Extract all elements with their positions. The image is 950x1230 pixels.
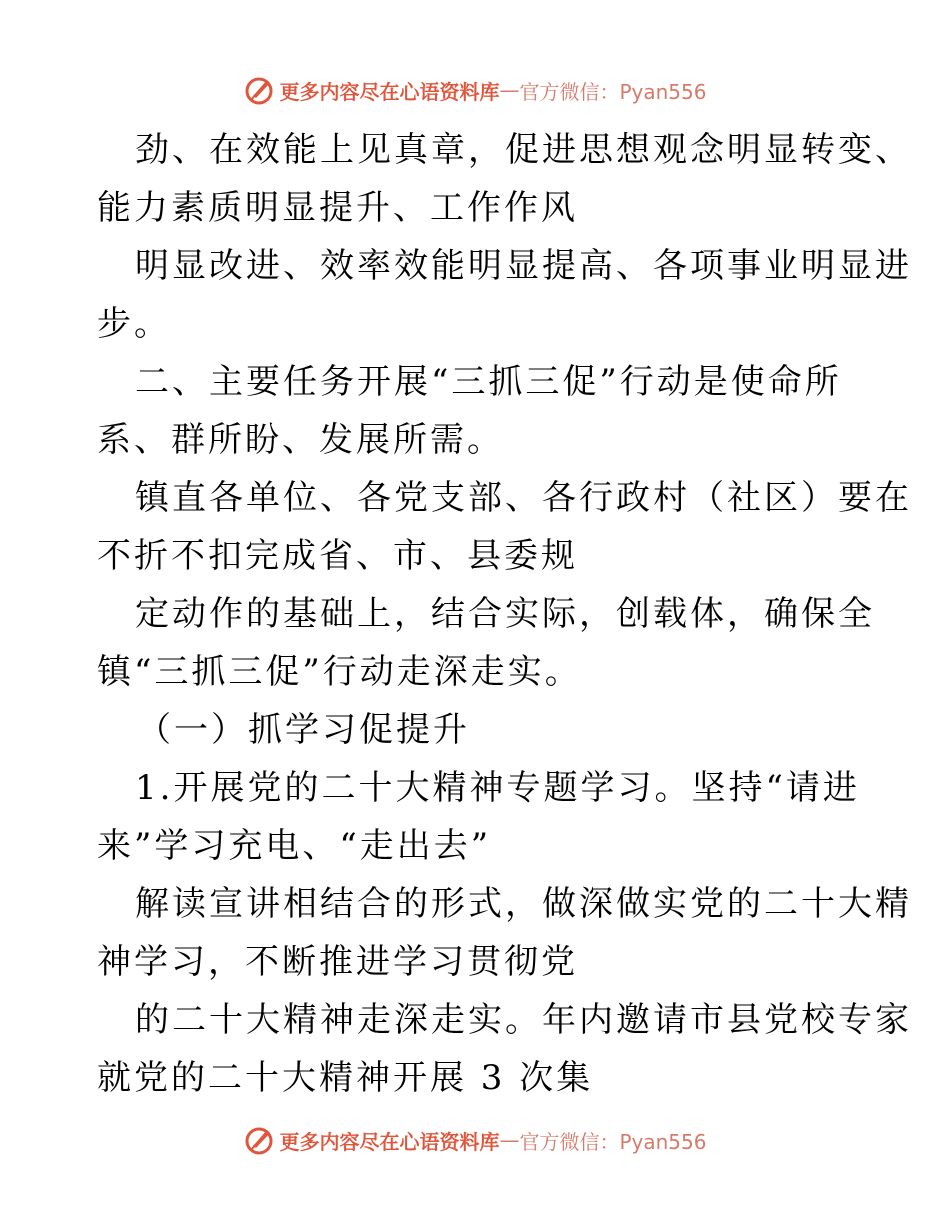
subsection-heading: （一）抓学习促提升 (137, 710, 470, 750)
text-line: 步。 (97, 304, 171, 344)
watermark-brand: 更多内容尽在心语资料库 (279, 79, 500, 104)
text-line: 的二十大精神走深走实。年内邀请市县党校专家 (135, 1000, 912, 1040)
quill-circle-logo-icon (243, 1124, 275, 1156)
text-line: 就党的二十大精神开展 3 次集 (97, 1058, 594, 1098)
document-body (97, 121, 912, 1107)
text-line: 劲、在效能上见真章，促进思想观念明显转变、 (135, 130, 912, 170)
watermark-dash: — (499, 1128, 520, 1152)
header-watermark (0, 70, 950, 110)
text-line: 来”学习充电、“走出去” (97, 826, 492, 866)
text-line: 1.开展党的二十大精神专题学习。坚持“请进 (135, 768, 860, 808)
text-line: 定动作的基础上，结合实际，创载体，确保全 (135, 594, 875, 634)
watermark-brand: 更多内容尽在心语资料库 (279, 1129, 500, 1154)
text-line: 系、群所盼、发展所需。 (97, 420, 504, 460)
section-heading: 二、主要任务开展“三抓三促”行动是使命所 (135, 362, 842, 402)
text-line: 解读宣讲相结合的形式，做深做实党的二十大精 (135, 884, 912, 924)
quill-circle-logo-icon (243, 74, 275, 106)
watermark-contact: 官方微信：Pyan556 (519, 1129, 707, 1154)
watermark-contact: 官方微信：Pyan556 (519, 79, 707, 104)
text-line: 明显改进、效率效能明显提高、各项事业明显进 (135, 246, 912, 286)
text-line: 不折不扣完成省、市、县委规 (97, 536, 578, 576)
text-line: 镇“三抓三促”行动走深走实。 (97, 652, 582, 692)
text-line: 镇直各单位、各党支部、各行政村（社区）要在 (135, 478, 912, 518)
text-line: 能力素质明显提升、工作作风 (97, 188, 578, 228)
footer-watermark (0, 1120, 950, 1160)
text-line: 神学习，不断推进学习贯彻党 (97, 942, 578, 982)
watermark-dash: — (499, 78, 520, 102)
